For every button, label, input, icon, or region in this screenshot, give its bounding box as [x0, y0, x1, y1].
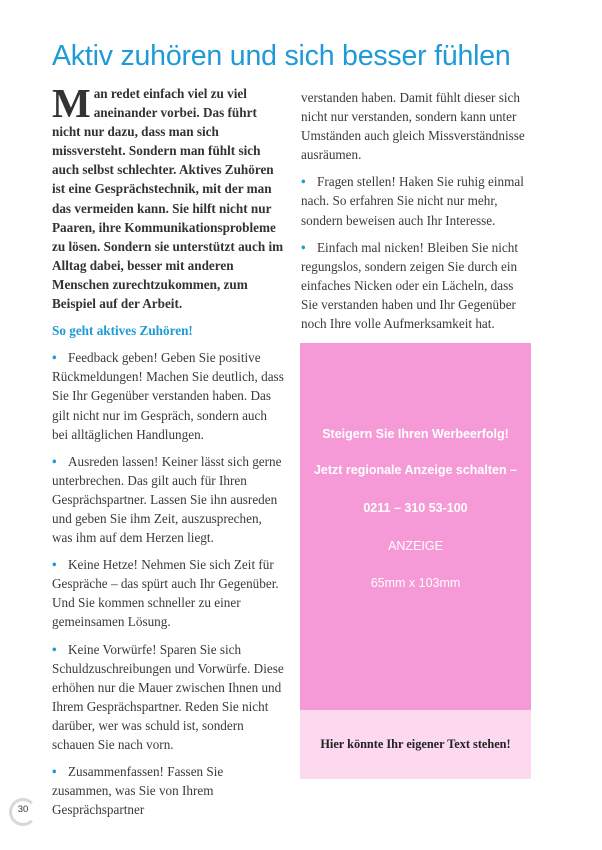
ad-phone: 0211 – 310 53-100: [363, 501, 468, 515]
list-item: [52, 762, 284, 819]
bullet-icon: •: [301, 239, 306, 255]
bullet-icon: •: [52, 557, 57, 573]
list-item: [301, 238, 533, 333]
list-item: [52, 452, 284, 547]
ad-label: ANZEIGE: [388, 539, 443, 553]
bullet-icon: •: [301, 174, 306, 190]
list-item-text: Zusammenfassen! Fassen Sie zusammen, was Sie von Ihrem Gesprächspartner: [52, 764, 224, 818]
list-item-text: Einfach mal nicken! Bleiben Sie nicht regungslos, sondern zeigen Sie durch ein einfaches Nicken oder ein Lächeln, dass Sie verstanden haben und Ihr Gegenüber noch Ihre volle Aufmerksamkeit hat.: [301, 239, 519, 332]
list-item-text: Ausreden lassen! Keiner lässt sich gerne unterbrechen. Das gilt auch für Ihren Gesprächspartner. Lassen Sie ihn ausreden und geben Sie ihm Zeit, auszusprechen, was ihm auf dem Herzen liegt.: [52, 453, 282, 546]
right-column: [301, 88, 533, 341]
list-item-text: Fragen stellen! Haken Sie ruhig einmal nach. So erfahren Sie nicht nur mehr, sondern beweisen auch Ihr Interesse.: [301, 174, 524, 228]
left-column: [52, 80, 284, 827]
continued-text: verstanden haben. Damit fühlt dieser sich nicht nur verstanden, sondern kann unter Umständen auch gleich Missverständnisse ausräumen.: [301, 90, 525, 163]
list-item: [52, 348, 284, 443]
drop-cap: M: [52, 80, 91, 126]
list-item-text: Feedback geben! Geben Sie positive Rückmeldungen! Machen Sie deutlich, dass Sie Ihr Gegenüber verstanden haben. Das gilt nicht nur im Gespräch, sondern auch bei alltäglichen Handlungen.: [52, 350, 284, 442]
ad-subline: Jetzt regionale Anzeige schalten –: [313, 463, 518, 477]
ad-headline: Steigern Sie Ihren Werbeerfolg!: [322, 427, 509, 441]
section-subhead: So geht aktives Zuhören!: [52, 323, 193, 339]
page-number: 30: [17, 804, 29, 815]
list-item-text: Keine Vorwürfe! Sparen Sie sich Schuldzuschreibungen und Vorwürfe. Diese erhöhen nur die Mauer zwischen Ihnen und Ihrem Gesprächspartner. Reden Sie nicht darüber, wer was schuld ist, sondern schauen Sie nach vorn.: [52, 641, 284, 752]
bullet-icon: •: [52, 641, 57, 657]
ad-size: 65mm x 103mm: [370, 576, 461, 590]
bullet-icon: •: [52, 453, 57, 469]
list-item: [52, 640, 284, 755]
list-item: [52, 555, 284, 631]
intro-text: an redet einfach viel zu viel aneinander vorbei. Das führt nicht nur dazu, dass man sich missversteht. Sondern man fühlt sich auch selbst schlechter. Aktives Zuhören ist eine Gesprächstechnik, mit der man das vermeiden kann. Sie hilft nicht nur Paaren, ihre Kommunikationsprobleme zu lösen. Sondern sie unterstützt auch im Alltag dabei, besser mit anderen Menschen zurechtzukommen, zum Beispiel auf der Arbeit.: [52, 86, 284, 312]
advertisement-box: [300, 343, 531, 710]
list-item-text: Keine Hetze! Nehmen Sie sich Zeit für Gespräche – das spürt auch Ihr Gegenüber. Und Sie kommen schneller zu einer gemeinsamen Lösung.: [52, 557, 279, 630]
ad-footer-text: Hier könnte Ihr eigener Text stehen!: [300, 710, 531, 779]
page-title: Aktiv zuhören und sich besser fühlen: [52, 40, 511, 72]
page-number-badge: [9, 798, 37, 826]
bullet-icon: •: [52, 764, 57, 780]
intro-paragraph: [52, 80, 284, 313]
list-item: [301, 172, 533, 229]
bullet-icon: •: [52, 350, 57, 366]
